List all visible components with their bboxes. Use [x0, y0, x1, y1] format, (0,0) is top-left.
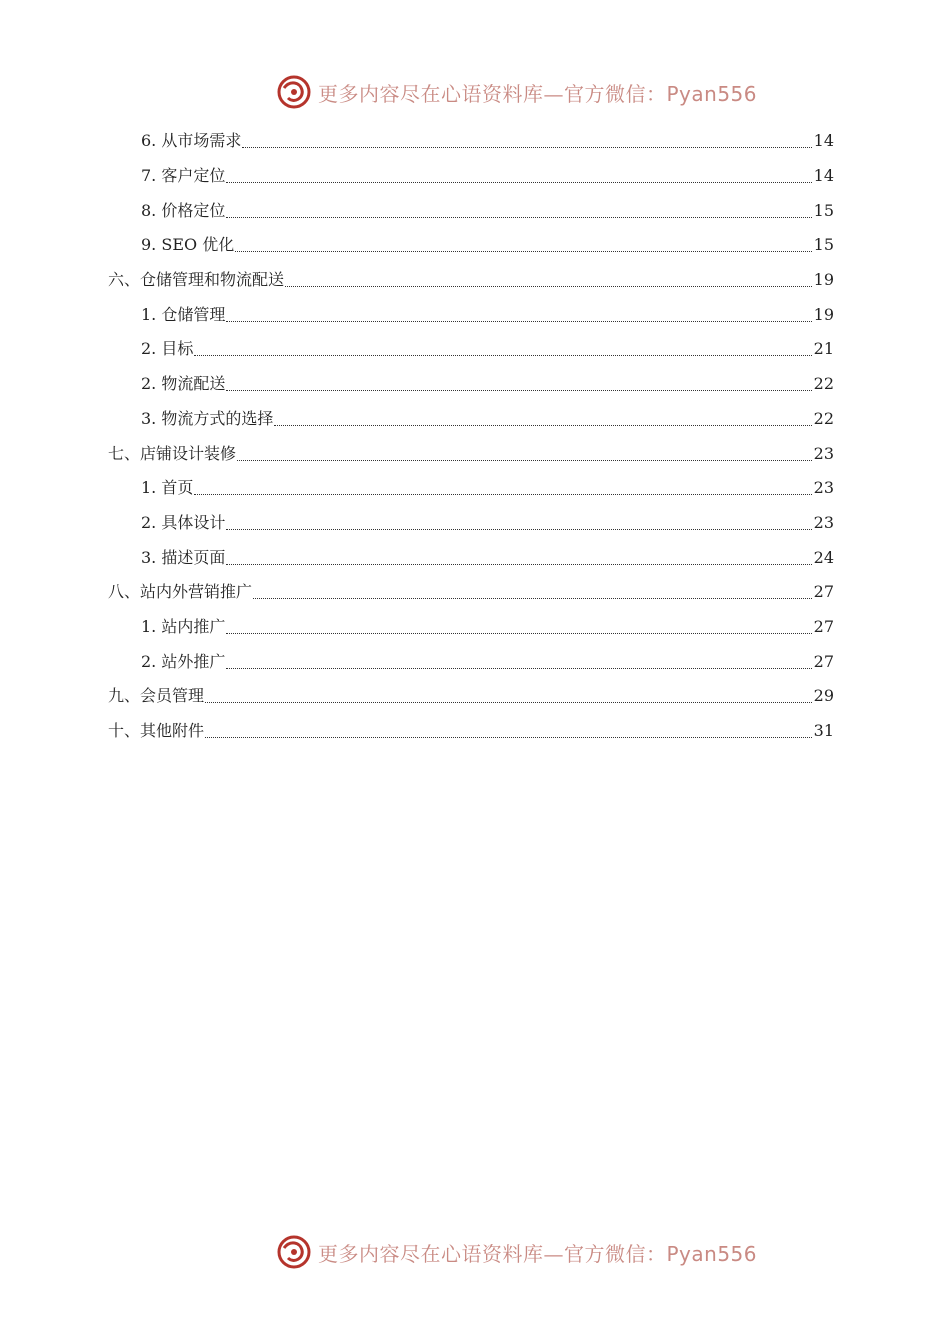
toc-entry-label: 十、其他附件: [108, 721, 205, 741]
toc-dot-leader: [226, 563, 811, 565]
toc-entry-label: 1. 仓储管理: [141, 304, 226, 324]
toc-dot-leader: [205, 701, 812, 703]
toc-dot-leader: [226, 632, 811, 634]
toc-dot-leader: [242, 146, 811, 148]
toc-entry[interactable]: [108, 263, 834, 298]
toc-entry-label: 1. 首页: [141, 478, 194, 498]
toc-entry-page-number: 14: [813, 131, 834, 151]
toc-entry[interactable]: [108, 367, 834, 402]
toc-entry[interactable]: [108, 679, 834, 714]
toc-dot-leader: [237, 459, 812, 461]
brand-logo-icon: [276, 74, 312, 110]
toc-dot-leader: [205, 736, 812, 738]
header-watermark-text: [318, 78, 757, 107]
toc-dot-leader: [253, 597, 812, 599]
toc-entry-label: 9. SEO 优化: [141, 235, 235, 255]
toc-entry[interactable]: [108, 471, 834, 506]
toc-entry-page-number: 19: [813, 304, 834, 324]
header-watermark-id: Pyan556: [666, 81, 758, 106]
toc-entry-page-number: 23: [813, 512, 834, 532]
table-of-contents: [108, 124, 834, 748]
toc-entry-page-number: 27: [813, 616, 834, 636]
toc-entry[interactable]: [108, 402, 834, 437]
toc-entry[interactable]: [108, 297, 834, 332]
footer-watermark-text: [318, 1238, 757, 1267]
toc-entry-page-number: 23: [813, 478, 834, 498]
toc-dot-leader: [226, 181, 811, 183]
toc-entry-label: 6. 从市场需求: [141, 131, 242, 151]
toc-entry-page-number: 15: [813, 235, 834, 255]
toc-dot-leader: [226, 320, 811, 322]
toc-entry-page-number: 31: [813, 721, 834, 741]
toc-entry-page-number: 22: [813, 374, 834, 394]
toc-entry-label: 1. 站内推广: [141, 616, 226, 636]
toc-entry-label: 七、店铺设计装修: [108, 443, 237, 463]
toc-entry-page-number: 27: [813, 651, 834, 671]
toc-entry-page-number: 22: [813, 408, 834, 428]
toc-entry-label: 九、会员管理: [108, 686, 205, 706]
toc-dot-leader: [226, 216, 811, 218]
toc-entry[interactable]: [108, 540, 834, 575]
toc-entry-label: 2. 目标: [141, 339, 194, 359]
toc-dot-leader: [194, 493, 811, 495]
toc-entry-label: 2. 具体设计: [141, 512, 226, 532]
toc-entry[interactable]: [108, 610, 834, 645]
toc-entry[interactable]: [108, 506, 834, 541]
toc-entry[interactable]: [108, 124, 834, 159]
toc-entry[interactable]: [108, 228, 834, 263]
toc-entry[interactable]: [108, 159, 834, 194]
toc-entry[interactable]: [108, 193, 834, 228]
footer-watermark-label: 更多内容尽在心语资料库—官方微信：: [318, 1241, 667, 1266]
toc-entry-page-number: 19: [813, 270, 834, 290]
toc-entry[interactable]: [108, 644, 834, 679]
toc-dot-leader: [226, 389, 811, 391]
toc-entry[interactable]: [108, 714, 834, 749]
toc-entry-page-number: 27: [813, 582, 834, 602]
toc-entry-label: 7. 客户定位: [141, 166, 226, 186]
toc-dot-leader: [226, 528, 811, 530]
toc-entry-page-number: 23: [813, 443, 834, 463]
toc-entry-label: 2. 物流配送: [141, 374, 226, 394]
toc-entry-label: 8. 价格定位: [141, 200, 226, 220]
header-watermark-label: 更多内容尽在心语资料库—官方微信：: [318, 81, 667, 106]
toc-dot-leader: [194, 354, 811, 356]
toc-entry-label: 3. 描述页面: [141, 547, 226, 567]
toc-entry-label: 八、站内外营销推广: [108, 582, 253, 602]
toc-dot-leader: [226, 667, 811, 669]
toc-entry-page-number: 14: [813, 166, 834, 186]
brand-logo-icon: [276, 1234, 312, 1270]
footer-watermark-id: Pyan556: [666, 1241, 758, 1266]
toc-entry-page-number: 15: [813, 200, 834, 220]
toc-dot-leader: [285, 285, 812, 287]
toc-dot-leader: [235, 250, 811, 252]
toc-entry-page-number: 24: [813, 547, 834, 567]
header-watermark-banner: [276, 72, 776, 112]
toc-entry[interactable]: [108, 332, 834, 367]
toc-entry-label: 3. 物流方式的选择: [141, 408, 274, 428]
toc-entry-label: 六、仓储管理和物流配送: [108, 270, 285, 290]
toc-entry-label: 2. 站外推广: [141, 651, 226, 671]
footer-watermark-banner: [276, 1232, 776, 1272]
toc-dot-leader: [274, 424, 811, 426]
toc-entry-page-number: 29: [813, 686, 834, 706]
toc-entry-page-number: 21: [813, 339, 834, 359]
toc-entry[interactable]: [108, 436, 834, 471]
toc-entry[interactable]: [108, 575, 834, 610]
